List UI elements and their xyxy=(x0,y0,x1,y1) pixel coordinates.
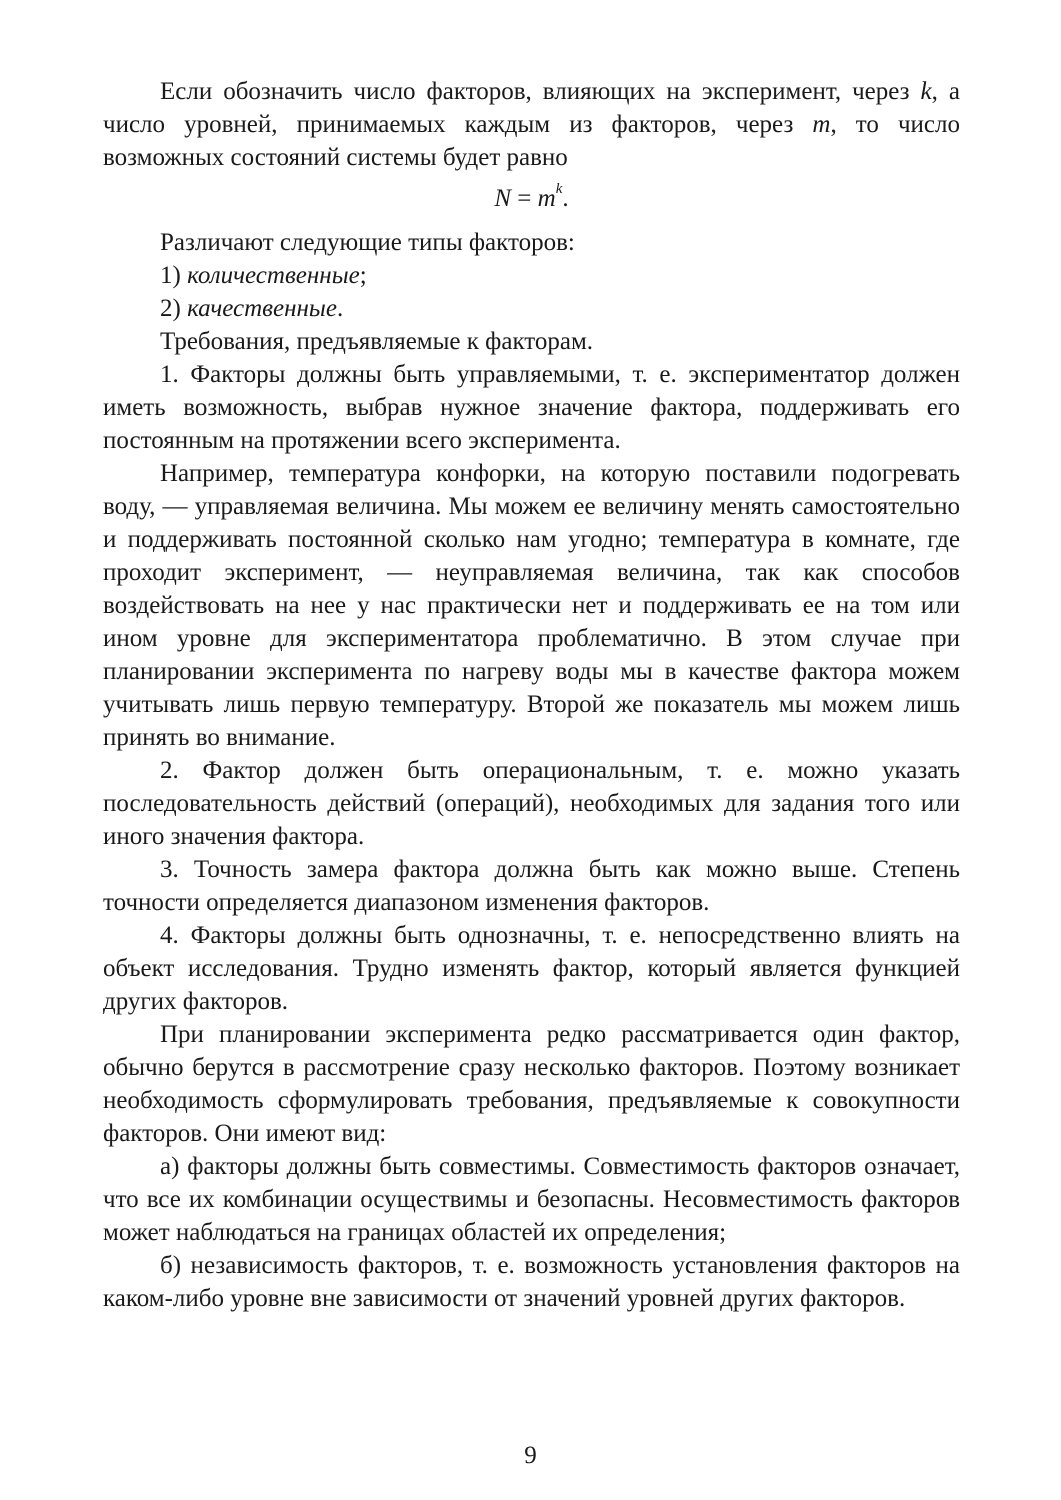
type-item-2-punct: . xyxy=(336,295,344,322)
formula-equals: = xyxy=(511,185,538,212)
type-item-2-name: качественные xyxy=(187,295,337,322)
formula-period: . xyxy=(562,185,569,212)
types-heading: Различают следующие типы факторов: xyxy=(160,229,575,256)
item-b: б) независимость факторов, т. е. возможность установления факторов на каком-либо уровне вне зависимости от значений уровней других факторов. xyxy=(103,1252,960,1312)
type-item-1 xyxy=(103,259,960,292)
formula xyxy=(103,182,960,215)
body-text xyxy=(103,75,960,1315)
formula-lhs: N xyxy=(494,185,512,212)
type-item-1-punct: ; xyxy=(359,262,367,289)
type-item-1-number: 1) xyxy=(160,262,188,289)
formula-base: m xyxy=(537,185,556,212)
variable-m: m xyxy=(812,111,831,138)
requirement-2: 2. Фактор должен быть операциональным, т. е. можно указать последовательность действий (операций), необходимых для задания того или иного значения фактора. xyxy=(103,757,960,850)
intro-text-middle: , а число уровней, принимаемых каждым из факторов, через xyxy=(103,78,960,138)
combined-factors-paragraph: При планировании эксперимента редко рассматривается один фактор, обычно берутся в рассмотрение сразу несколько факторов. Поэтому возникает необходимость сформулировать требования, предъявляемые к совокупности факторов. Они имеют вид: xyxy=(103,1021,960,1147)
page-number: 9 xyxy=(524,1442,537,1469)
variable-k: k xyxy=(920,78,932,105)
intro-paragraph xyxy=(103,75,960,174)
intro-text-end: , то число возможных состояний системы будет равно xyxy=(103,111,960,171)
item-a: а) факторы должны быть совместимы. Совместимость факторов означает, что все их комбинации осуществимы и безопасны. Несовместимость факторов может наблюдаться на границах областей их определения; xyxy=(103,1153,960,1246)
requirement-1: 1. Факторы должны быть управляемыми, т. е. экспериментатор должен иметь возможность, выбрав нужное значение фактора, поддерживать его постоянным на протяжении всего эксперимента. xyxy=(103,361,960,454)
example-paragraph: Например, температура конфорки, на которую поставили подогревать воду, — управляемая величина. Мы можем ее величину менять самостоятельно и поддерживать постоянной сколько нам угодно; температура в комнате, где проходит эксперимент, — неуправляемая величина, так как способов воздействовать на нее у нас практически нет и поддерживать ее на том или ином уровне для экспериментатора проблематично. В этом случае при планировании эксперимента по нагреву воды мы в качестве фактора можем учитывать лишь первую температуру. Второй же показатель мы можем лишь принять во внимание. xyxy=(103,460,960,751)
type-item-2-number: 2) xyxy=(160,295,188,322)
formula-exponent: k xyxy=(555,181,563,197)
requirement-4: 4. Факторы должны быть однозначны, т. е. непосредственно влиять на объект исследования. Трудно изменять фактор, который является функцией других факторов. xyxy=(103,922,960,1015)
type-item-2 xyxy=(103,292,960,325)
requirement-3: 3. Точность замера фактора должна быть как можно выше. Степень точности определяется диапазоном изменения факторов. xyxy=(103,856,960,916)
intro-text-start: Если обозначить число факторов, влияющих на эксперимент, через xyxy=(160,78,921,105)
requirements-heading: Требования, предъявляемые к факторам. xyxy=(160,328,594,355)
type-item-1-name: количественные xyxy=(187,262,360,289)
